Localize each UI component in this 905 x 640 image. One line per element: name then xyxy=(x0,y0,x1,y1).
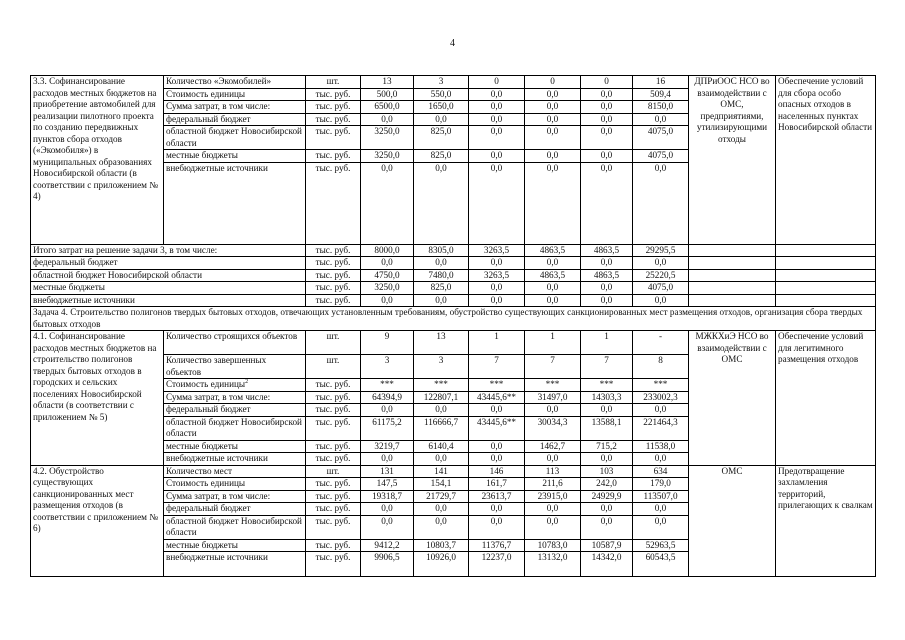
unit-label: тыс. руб. xyxy=(306,126,361,150)
measure-4-2-row-5-value-2: 0,0 xyxy=(414,515,469,539)
measure-4-2-row-5-value-3: 0,0 xyxy=(469,515,525,539)
measure-3-3-row-4-value-5: 0,0 xyxy=(581,113,633,126)
table-row xyxy=(31,294,876,307)
measure-3-3-row-4-value-1: 0,0 xyxy=(361,113,414,126)
measure-4-2-row-7-value-3: 12237,0 xyxy=(469,552,525,577)
unit-label: шт. xyxy=(306,76,361,89)
measure-4-2-row-5-value-5: 0,0 xyxy=(581,515,633,539)
measure-4-1-row-1-value-4: 1 xyxy=(525,331,581,355)
measure-4-2-row-3-value-5: 24929,9 xyxy=(581,490,633,503)
measure-4-2-row-3-value-2: 21729,7 xyxy=(414,490,469,503)
measure-4-1-row-7-value-5: 715,2 xyxy=(581,440,633,453)
measure-4-1-row-2-value-6: 8 xyxy=(633,355,689,379)
measure-4-2-row-3-value-1: 19318,7 xyxy=(361,490,414,503)
measure-4-1-row-1-value-3: 1 xyxy=(469,331,525,355)
measure-4-1-row-6-value-5: 13588,1 xyxy=(581,416,633,440)
unit-label: тыс. руб. xyxy=(306,244,361,257)
indicator-label: федеральный бюджет xyxy=(164,404,306,417)
measure-4-1-row-7-value-3: 0,0 xyxy=(469,440,525,453)
table-row xyxy=(31,244,876,257)
indicator-label: Количество завершенных объектов xyxy=(164,355,306,379)
task3-total-row-5-value-4: 0,0 xyxy=(525,294,581,307)
measure-4-1-row-5-value-1: 0,0 xyxy=(361,404,414,417)
measure-3-3-row-5-value-3: 0,0 xyxy=(469,126,525,150)
indicator-label: Сумма затрат, в том числе: xyxy=(164,391,306,404)
measure-4-1-row-7-value-2: 6140,4 xyxy=(414,440,469,453)
measure-4-2-row-7-value-1: 9906,5 xyxy=(361,552,414,577)
measure-4-2-row-1-value-1: 131 xyxy=(361,465,414,478)
measure-3-3-row-5-value-1: 3250,0 xyxy=(361,126,414,150)
measure-3-3-row-6-value-3: 0,0 xyxy=(469,150,525,163)
measure-4-2-row-5-value-4: 0,0 xyxy=(525,515,581,539)
measure-4-1-result: Обеспечение условий для легитимного размещения отходов xyxy=(776,331,876,466)
measure-3-3-row-6-value-5: 0,0 xyxy=(581,150,633,163)
task3-total-row-3-value-6: 25220,5 xyxy=(633,269,689,282)
empty-cell xyxy=(776,269,876,282)
measure-4-2-row-4-value-5: 0,0 xyxy=(581,503,633,516)
unit-label: тыс. руб. xyxy=(306,294,361,307)
measure-3-3-row-6-value-4: 0,0 xyxy=(525,150,581,163)
measure-4-2-row-1-value-4: 113 xyxy=(525,465,581,478)
measure-4-2-row-6-value-1: 9412,2 xyxy=(361,539,414,552)
measure-3-3-row-7-value-6: 0,0 xyxy=(633,162,689,244)
measure-4-2-row-7-value-6: 60543,5 xyxy=(633,552,689,577)
measure-3-3-row-1-value-5: 0 xyxy=(581,76,633,89)
measure-3-3-row-6-value-1: 3250,0 xyxy=(361,150,414,163)
unit-label: тыс. руб. xyxy=(306,478,361,491)
task3-total-row-1-value-4: 4863,5 xyxy=(525,244,581,257)
measure-4-1-row-1-value-1: 9 xyxy=(361,331,414,355)
measure-4-2-row-2-value-3: 161,7 xyxy=(469,478,525,491)
measure-4-1-row-2-value-1: 3 xyxy=(361,355,414,379)
empty-cell xyxy=(689,257,776,270)
measure-4-2-row-3-value-6: 113507,0 xyxy=(633,490,689,503)
task3-total-row-1-value-1: 8000,0 xyxy=(361,244,414,257)
measure-3-3-row-1-value-6: 16 xyxy=(633,76,689,89)
measure-4-2-name: 4.2. Обустройство существующих санкционированных мест размещения отходов (в соответствии с приложением № 6) xyxy=(31,465,164,577)
measure-4-1-row-4-value-3: 43445,6** xyxy=(469,391,525,404)
table-row xyxy=(31,331,876,355)
footnote-mark: 2 xyxy=(245,378,249,385)
measure-4-1-row-4-value-6: 233002,3 xyxy=(633,391,689,404)
indicator-label: федеральный бюджет xyxy=(164,503,306,516)
measure-4-1-row-1-value-5: 1 xyxy=(581,331,633,355)
table-row xyxy=(31,269,876,282)
table-row xyxy=(31,257,876,270)
measure-3-3-row-6-value-2: 825,0 xyxy=(414,150,469,163)
task3-total-row-2-value-3: 0,0 xyxy=(469,257,525,270)
measure-3-3-row-2-value-4: 0,0 xyxy=(525,88,581,101)
task3-total-row-5-value-5: 0,0 xyxy=(581,294,633,307)
indicator-label: областной бюджет Новосибирской области xyxy=(164,126,306,150)
table-row xyxy=(31,282,876,295)
unit-label: тыс. руб. xyxy=(306,150,361,163)
unit-label: шт. xyxy=(306,331,361,355)
measure-4-1-row-4-value-2: 122807,1 xyxy=(414,391,469,404)
unit-label: шт. xyxy=(306,465,361,478)
unit-label: тыс. руб. xyxy=(306,490,361,503)
measure-4-2-row-1-value-6: 634 xyxy=(633,465,689,478)
measure-4-2-row-4-value-2: 0,0 xyxy=(414,503,469,516)
unit-label: тыс. руб. xyxy=(306,379,361,392)
unit-label: тыс. руб. xyxy=(306,503,361,516)
unit-label: тыс. руб. xyxy=(306,113,361,126)
measure-4-1-row-4-value-1: 64394,9 xyxy=(361,391,414,404)
task3-total-row-3-value-3: 3263,5 xyxy=(469,269,525,282)
indicator-label: местные бюджеты xyxy=(164,539,306,552)
measure-4-1-row-2-value-5: 7 xyxy=(581,355,633,379)
measure-4-1-row-1-value-2: 13 xyxy=(414,331,469,355)
task3-total-row-5-value-1: 0,0 xyxy=(361,294,414,307)
measure-4-1-row-8-value-3: 0,0 xyxy=(469,453,525,466)
unit-label: тыс. руб. xyxy=(306,282,361,295)
empty-cell xyxy=(776,257,876,270)
measure-4-1-row-3-value-4: *** xyxy=(525,379,581,392)
unit-cost-label: Стоимость единицы xyxy=(166,379,246,389)
measure-4-2-row-2-value-6: 179,0 xyxy=(633,478,689,491)
measure-4-1-row-7-value-4: 1462,7 xyxy=(525,440,581,453)
measure-4-1-row-2-value-3: 7 xyxy=(469,355,525,379)
measure-4-1-row-4-value-5: 14303,3 xyxy=(581,391,633,404)
unit-label: тыс. руб. xyxy=(306,269,361,282)
measure-3-3-row-5-value-6: 4075,0 xyxy=(633,126,689,150)
unit-label: тыс. руб. xyxy=(306,515,361,539)
indicator-label: внебюджетные источники xyxy=(164,552,306,577)
measure-4-2-row-3-value-3: 23613,7 xyxy=(469,490,525,503)
measure-4-1-row-5-value-5: 0,0 xyxy=(581,404,633,417)
indicator-label: Сумма затрат, в том числе: xyxy=(164,490,306,503)
measure-3-3-row-1-value-3: 0 xyxy=(469,76,525,89)
indicator-label: Количество мест xyxy=(164,465,306,478)
measure-3-3-row-7-value-5: 0,0 xyxy=(581,162,633,244)
measure-4-2-row-3-value-4: 23915,0 xyxy=(525,490,581,503)
indicator-label: областной бюджет Новосибирской области xyxy=(164,515,306,539)
task3-total-row-4-value-1: 3250,0 xyxy=(361,282,414,295)
measure-3-3-row-5-value-5: 0,0 xyxy=(581,126,633,150)
indicator-label: внебюджетные источники xyxy=(164,453,306,466)
program-measures-table xyxy=(30,75,876,577)
task3-total-row-4-value-6: 4075,0 xyxy=(633,282,689,295)
measure-4-1-row-6-value-2: 116666,7 xyxy=(414,416,469,440)
measure-3-3-row-4-value-4: 0,0 xyxy=(525,113,581,126)
unit-label: тыс. руб. xyxy=(306,257,361,270)
measure-3-3-result: Обеспечение условий для сбора особо опасных отходов в населенных пунктах Новосибирской области xyxy=(776,76,876,245)
measure-4-1-row-3-value-2: *** xyxy=(414,379,469,392)
indicator-label: Количество строящихся объектов xyxy=(164,331,306,355)
task3-total-row-4-value-3: 0,0 xyxy=(469,282,525,295)
measure-3-3-row-3-value-5: 0,0 xyxy=(581,101,633,114)
task3-total-row-3-value-2: 7480,0 xyxy=(414,269,469,282)
task3-total-row-1-value-6: 29295,5 xyxy=(633,244,689,257)
measure-4-2-row-1-value-2: 141 xyxy=(414,465,469,478)
measure-4-1-row-2-value-2: 3 xyxy=(414,355,469,379)
empty-cell xyxy=(689,244,776,257)
measure-4-2-row-5-value-6: 0,0 xyxy=(633,515,689,539)
measure-4-2-row-4-value-6: 0,0 xyxy=(633,503,689,516)
indicator-label: областной бюджет Новосибирской области xyxy=(164,416,306,440)
empty-cell xyxy=(689,269,776,282)
indicator-label: Сумма затрат, в том числе: xyxy=(164,101,306,114)
task3-total-row-5-value-2: 0,0 xyxy=(414,294,469,307)
measure-3-3-responsible: ДПРиООС НСО во взаимодействии с ОМС, предприятиями, утилизирующими отходы xyxy=(689,76,776,245)
measure-3-3-row-7-value-4: 0,0 xyxy=(525,162,581,244)
table-row xyxy=(31,76,876,89)
measure-3-3-row-3-value-6: 8150,0 xyxy=(633,101,689,114)
measure-3-3-name: 3.3. Софинансирование расходов местных бюджетов на приобретение автомобилей для реализации пилотного проекта по созданию передвижных пунктов сбора отходов («Экомобиля») в муниципальных образованиях Новосибирской области (в соответствии с приложением № 4) xyxy=(31,76,164,245)
empty-cell xyxy=(689,294,776,307)
unit-label: тыс. руб. xyxy=(306,539,361,552)
task3-total-label: Итого затрат на решение задачи 3, в том числе: xyxy=(31,244,306,257)
task3-total-row-1-value-3: 3263,5 xyxy=(469,244,525,257)
measure-4-1-row-3-value-6: *** xyxy=(633,379,689,392)
unit-label: тыс. руб. xyxy=(306,162,361,244)
unit-label: тыс. руб. xyxy=(306,404,361,417)
measure-4-2-row-6-value-2: 10803,7 xyxy=(414,539,469,552)
task3-total-row-3-value-5: 4863,5 xyxy=(581,269,633,282)
measure-3-3-row-7-value-1: 0,0 xyxy=(361,162,414,244)
measure-3-3-row-7-value-2: 0,0 xyxy=(414,162,469,244)
measure-4-1-row-8-value-2: 0,0 xyxy=(414,453,469,466)
measure-4-1-row-1-value-6: - xyxy=(633,331,689,355)
unit-label: тыс. руб. xyxy=(306,416,361,440)
empty-cell xyxy=(689,282,776,295)
table-row xyxy=(31,465,876,478)
indicator-label: внебюджетные источники xyxy=(164,162,306,244)
table-row xyxy=(31,307,876,331)
empty-cell xyxy=(776,294,876,307)
measure-3-3-row-1-value-2: 3 xyxy=(414,76,469,89)
measure-4-2-row-6-value-5: 10587,9 xyxy=(581,539,633,552)
measure-3-3-row-3-value-4: 0,0 xyxy=(525,101,581,114)
measure-4-1-row-5-value-2: 0,0 xyxy=(414,404,469,417)
unit-label: тыс. руб. xyxy=(306,101,361,114)
task3-total-label: местные бюджеты xyxy=(31,282,306,295)
measure-4-1-row-8-value-4: 0,0 xyxy=(525,453,581,466)
task3-total-row-4-value-5: 0,0 xyxy=(581,282,633,295)
task3-total-label: областной бюджет Новосибирской области xyxy=(31,269,306,282)
task3-total-row-2-value-5: 0,0 xyxy=(581,257,633,270)
unit-label: тыс. руб. xyxy=(306,391,361,404)
measure-3-3-row-3-value-2: 1650,0 xyxy=(414,101,469,114)
task3-total-row-2-value-4: 0,0 xyxy=(525,257,581,270)
task3-total-row-1-value-5: 4863,5 xyxy=(581,244,633,257)
measure-3-3-row-3-value-3: 0,0 xyxy=(469,101,525,114)
measure-4-1-row-4-value-4: 31497,0 xyxy=(525,391,581,404)
task3-total-row-3-value-4: 4863,5 xyxy=(525,269,581,282)
measure-4-2-row-6-value-6: 52963,5 xyxy=(633,539,689,552)
measure-4-2-row-7-value-4: 13132,0 xyxy=(525,552,581,577)
task3-total-row-4-value-2: 825,0 xyxy=(414,282,469,295)
measure-3-3-row-4-value-2: 0,0 xyxy=(414,113,469,126)
measure-4-1-row-3-value-5: *** xyxy=(581,379,633,392)
measure-3-3-row-4-value-3: 0,0 xyxy=(469,113,525,126)
measure-4-1-row-6-value-3: 43445,6** xyxy=(469,416,525,440)
task3-total-row-2-value-6: 0,0 xyxy=(633,257,689,270)
measure-4-2-row-2-value-1: 147,5 xyxy=(361,478,414,491)
indicator-label: федеральный бюджет xyxy=(164,113,306,126)
measure-4-1-name: 4.1. Софинансирование расходов местных бюджетов на строительство полигонов твердых бытовых отходов в городских и сельских поселениях Новосибирской области (в соответствии с приложением № 5) xyxy=(31,331,164,466)
measure-4-2-row-2-value-2: 154,1 xyxy=(414,478,469,491)
measure-4-2-row-1-value-5: 103 xyxy=(581,465,633,478)
measure-4-2-row-4-value-4: 0,0 xyxy=(525,503,581,516)
unit-label: тыс. руб. xyxy=(306,552,361,577)
measure-4-1-row-3-value-1: *** xyxy=(361,379,414,392)
measure-4-2-row-2-value-4: 211,6 xyxy=(525,478,581,491)
indicator-label: местные бюджеты xyxy=(164,440,306,453)
measure-4-1-row-8-value-1: 0,0 xyxy=(361,453,414,466)
indicator-label xyxy=(164,379,306,392)
task3-total-row-2-value-1: 0,0 xyxy=(361,257,414,270)
measure-4-1-row-2-value-4: 7 xyxy=(525,355,581,379)
measure-4-1-row-3-value-3: *** xyxy=(469,379,525,392)
task3-total-label: федеральный бюджет xyxy=(31,257,306,270)
measure-4-1-row-5-value-6: 0,0 xyxy=(633,404,689,417)
unit-label: тыс. руб. xyxy=(306,440,361,453)
task4-title: Задача 4. Строительство полигонов твердых бытовых отходов, отвечающих установленным требованиям, обустройство существующих санкционированных мест размещения отходов, организация сбора твердых бытовых отходов xyxy=(31,307,876,331)
task3-total-row-3-value-1: 4750,0 xyxy=(361,269,414,282)
indicator-label: Стоимость единицы xyxy=(164,478,306,491)
page-number: 4 xyxy=(450,38,455,49)
measure-4-1-row-7-value-1: 3219,7 xyxy=(361,440,414,453)
measure-3-3-row-2-value-6: 509,4 xyxy=(633,88,689,101)
measure-3-3-row-2-value-1: 500,0 xyxy=(361,88,414,101)
unit-label: тыс. руб. xyxy=(306,453,361,466)
measure-3-3-row-5-value-2: 825,0 xyxy=(414,126,469,150)
measure-4-2-row-4-value-3: 0,0 xyxy=(469,503,525,516)
measure-4-2-responsible: ОМС xyxy=(689,465,776,577)
measure-3-3-row-3-value-1: 6500,0 xyxy=(361,101,414,114)
measure-4-2-row-2-value-5: 242,0 xyxy=(581,478,633,491)
measure-4-1-row-7-value-6: 11538,0 xyxy=(633,440,689,453)
unit-label: тыс. руб. xyxy=(306,88,361,101)
measure-4-1-row-8-value-5: 0,0 xyxy=(581,453,633,466)
measure-4-2-row-5-value-1: 0,0 xyxy=(361,515,414,539)
measure-4-1-responsible: МЖКХиЭ НСО во взаимодействии с ОМС xyxy=(689,331,776,466)
task3-total-row-1-value-2: 8305,0 xyxy=(414,244,469,257)
task3-total-row-5-value-6: 0,0 xyxy=(633,294,689,307)
task3-total-row-5-value-3: 0,0 xyxy=(469,294,525,307)
task3-total-row-4-value-4: 0,0 xyxy=(525,282,581,295)
measure-4-1-row-6-value-1: 61175,2 xyxy=(361,416,414,440)
measure-3-3-row-2-value-3: 0,0 xyxy=(469,88,525,101)
measure-4-1-row-6-value-6: 221464,3 xyxy=(633,416,689,440)
indicator-label: Стоимость единицы xyxy=(164,88,306,101)
measure-3-3-row-1-value-4: 0 xyxy=(525,76,581,89)
measure-4-2-row-6-value-4: 10783,0 xyxy=(525,539,581,552)
measure-4-1-row-5-value-3: 0,0 xyxy=(469,404,525,417)
task3-total-label: внебюджетные источники xyxy=(31,294,306,307)
indicator-label: Количество «Экомобилей» xyxy=(164,76,306,89)
measure-4-1-row-5-value-4: 0,0 xyxy=(525,404,581,417)
measure-4-2-row-6-value-3: 11376,7 xyxy=(469,539,525,552)
empty-cell xyxy=(776,282,876,295)
measure-4-2-row-7-value-5: 14342,0 xyxy=(581,552,633,577)
measure-3-3-row-5-value-4: 0,0 xyxy=(525,126,581,150)
measure-3-3-row-2-value-5: 0,0 xyxy=(581,88,633,101)
measure-4-2-row-1-value-3: 146 xyxy=(469,465,525,478)
unit-label: шт. xyxy=(306,355,361,379)
measure-4-1-row-8-value-6: 0,0 xyxy=(633,453,689,466)
empty-cell xyxy=(776,244,876,257)
measure-4-2-row-4-value-1: 0,0 xyxy=(361,503,414,516)
task3-total-row-2-value-2: 0,0 xyxy=(414,257,469,270)
measure-3-3-row-7-value-3: 0,0 xyxy=(469,162,525,244)
measure-4-1-row-6-value-4: 30034,3 xyxy=(525,416,581,440)
measure-3-3-row-6-value-6: 4075,0 xyxy=(633,150,689,163)
measure-4-2-row-7-value-2: 10926,0 xyxy=(414,552,469,577)
measure-3-3-row-4-value-6: 0,0 xyxy=(633,113,689,126)
measure-3-3-row-2-value-2: 550,0 xyxy=(414,88,469,101)
measure-3-3-row-1-value-1: 13 xyxy=(361,76,414,89)
indicator-label: местные бюджеты xyxy=(164,150,306,163)
measure-4-2-result: Предотвращение захламления территорий, прилегающих к свалкам xyxy=(776,465,876,577)
